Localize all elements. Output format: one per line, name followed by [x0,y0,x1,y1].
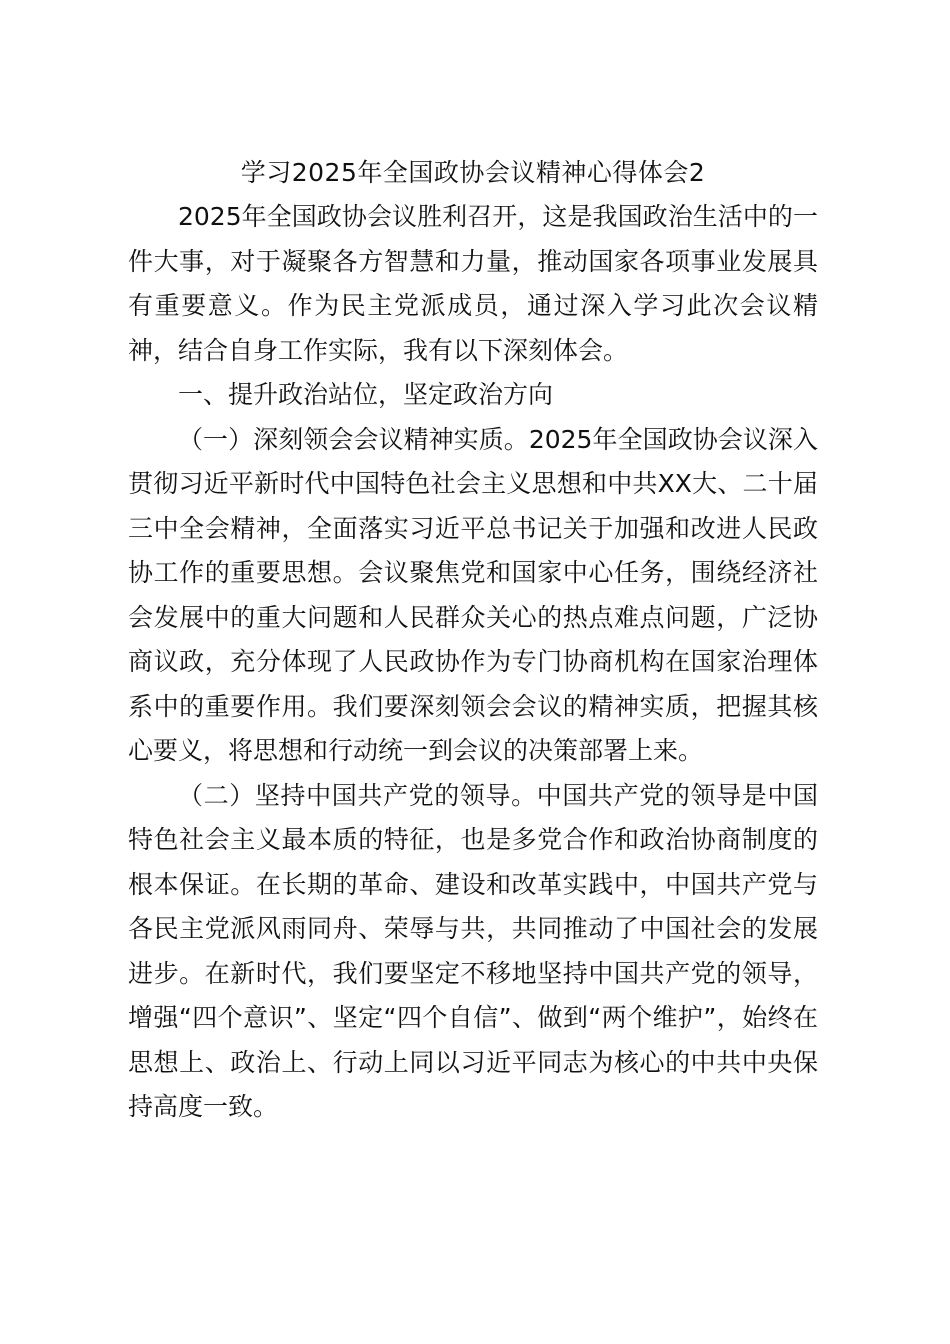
section-heading-1: 一、提升政治站位，坚定政治方向 [178,380,554,409]
paragraph-1: （一）深刻领会会议精神实质。2025年全国政协会议深入贯彻习近平新时代中国特色社会主义思想和中共XX大、二十届三中全会精神，全面落实习近平总书记关于加强和改进人民政协工作的重要思想。会议聚焦党和国家中心任务，围绕经济社会发展中的重大问题和人民群众关心的热点难点问题，广泛协商议政，充分体现了人民政协作为专门协商机构在国家治理体系中的重要作用。我们要深刻领会会议的精神实质，把握其核心要义，将思想和行动统一到会议的决策部署上来。 [128,424,818,765]
document-body [128,151,818,1130]
intro-paragraph: 2025年全国政协会议胜利召开，这是我国政治生活中的一件大事，对于凝聚各方智慧和力量，推动国家各项事业发展具有重要意义。作为民主党派成员，通过深入学习此次会议精神，结合自身工作实际，我有以下深刻体会。 [128,202,818,365]
paragraph-2: （二）坚持中国共产党的领导。中国共产党的领导是中国特色社会主义最本质的特征，也是多党合作和政治协商制度的根本保证。在长期的革命、建设和改革实践中，中国共产党与各民主党派风雨同舟、荣辱与共，共同推动了中国社会的发展进步。在新时代，我们要坚定不移地坚持中国共产党的领导，增强“四个意识”、坚定“四个自信”、做到“两个维护”，始终在思想上、政治上、行动上同以习近平同志为核心的中共中央保持高度一致。 [128,780,818,1121]
document-title: 学习2025年全国政协会议精神心得体会2 [240,158,706,187]
